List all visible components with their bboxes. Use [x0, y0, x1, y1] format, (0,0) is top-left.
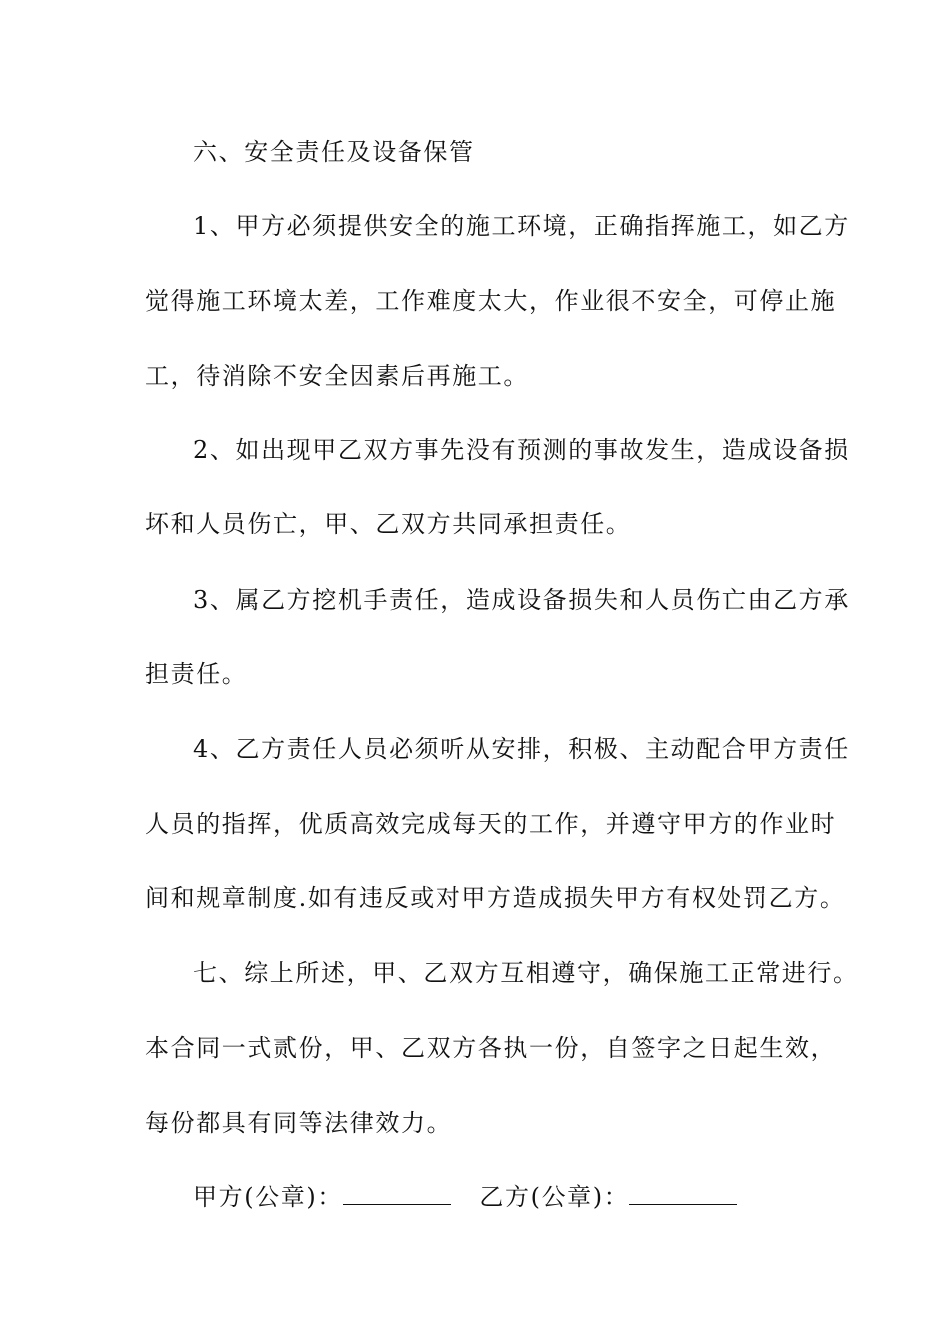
section-7-line-2: 本合同一式贰份，甲、乙双方各执一份，自签字之日起生效，: [145, 1034, 837, 1062]
clause-4-line-1: 4、乙方责任人员必须听从安排，积极、主动配合甲方责任: [193, 735, 850, 763]
signature-row: [193, 1181, 737, 1213]
clause-2-line-2: 坏和人员伤亡，甲、乙双方共同承担责任。: [145, 510, 632, 538]
clause-3-line-2: 担责任。: [145, 660, 248, 688]
clause-1-line-3: 工，待消除不安全因素后再施工。: [145, 362, 529, 390]
party-b-signature-blank: [629, 1184, 737, 1205]
clause-2-line-1: 2、如出现甲乙双方事先没有预测的事故发生，造成设备损: [193, 436, 850, 464]
clause-1-line-1: 1、甲方必须提供安全的施工环境，正确指挥施工，如乙方: [193, 212, 850, 240]
clause-1-line-2: 觉得施工环境太差，工作难度太大，作业很不安全，可停止施: [145, 287, 837, 315]
section-7-line-1: 七、综上所述，甲、乙双方互相遵守，确保施工正常进行。: [193, 959, 859, 987]
clause-3-line-1: 3、属乙方挖机手责任，造成设备损失和人员伤亡由乙方承: [193, 586, 850, 614]
section-heading: 六、安全责任及设备保管: [193, 138, 475, 166]
party-b-label: 乙方(公章)：: [479, 1183, 630, 1211]
clause-4-line-2: 人员的指挥，优质高效完成每天的工作，并遵守甲方的作业时: [145, 810, 837, 838]
section-7-line-3: 每份都具有同等法律效力。: [145, 1109, 453, 1137]
party-a-signature-blank: [343, 1184, 451, 1205]
clause-4-line-3: 间和规章制度.如有违反或对甲方造成损失甲方有权处罚乙方。: [145, 884, 846, 912]
party-a-label: 甲方(公章)：: [193, 1183, 343, 1211]
